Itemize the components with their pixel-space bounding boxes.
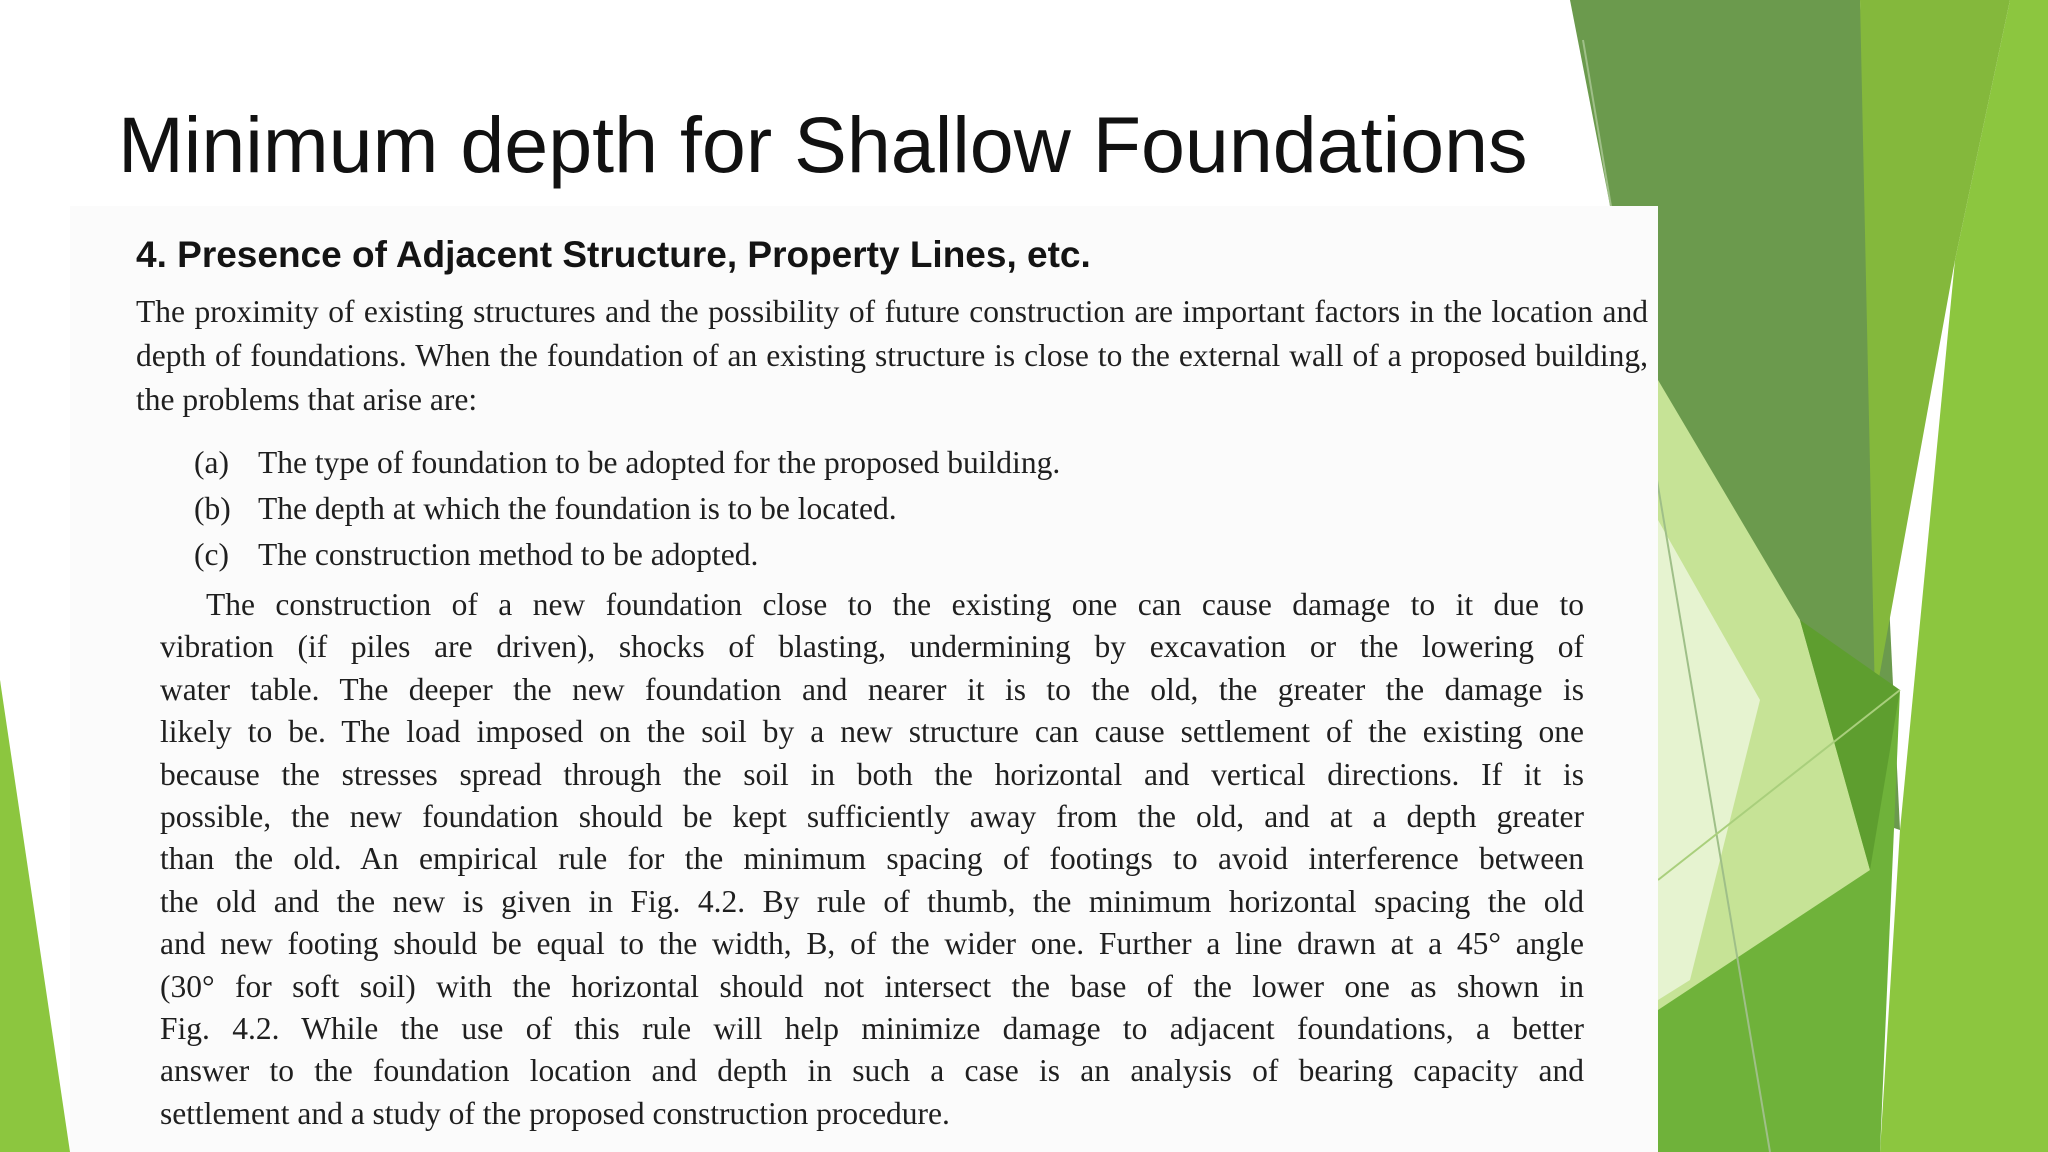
slide-title: Minimum depth for Shallow Foundations xyxy=(118,100,1528,189)
left-facet-bottom xyxy=(0,680,70,1152)
body-line: settlement and a study of the proposed construction procedure. xyxy=(160,1095,950,1131)
list-item-text: The type of foundation to be adopted for the proposed building. xyxy=(258,445,1061,480)
body-line: and new footing should be equal to the width, B, of the wider one. Further a line drawn at a 45° angle xyxy=(160,926,1584,962)
list-item xyxy=(194,532,1658,578)
body-line: because the stresses spread through the soil in both the horizontal and vertical directions. If it is xyxy=(160,756,1584,792)
problem-list xyxy=(194,440,1658,578)
body-line: Fig. 4.2. While the use of this rule will help minimize damage to adjacent foundations, a better xyxy=(160,1011,1584,1047)
list-item xyxy=(194,440,1658,486)
list-item xyxy=(194,486,1658,532)
intro-paragraph: The proximity of existing structures and the possibility of future construction are important factors in the location and depth of foundations. When the foundation of an existing structure is close to the external wall of a proposed building, the problems that arise are: xyxy=(136,294,1648,417)
list-item-letter: (b) xyxy=(194,491,231,526)
body-line: The construction of a new foundation close to the existing one can cause damage to it due to xyxy=(206,587,1584,622)
body-paragraph xyxy=(160,584,1584,1135)
section-heading: 4. Presence of Adjacent Structure, Property Lines, etc. xyxy=(136,234,1091,275)
body-line: vibration (if piles are driven), shocks of blasting, undermining by excavation or the lowering of xyxy=(160,629,1584,665)
list-item-text: The construction method to be adopted. xyxy=(258,537,759,572)
body-line: (30° for soft soil) with the horizontal should not intersect the base of the lower one as shown in xyxy=(160,968,1584,1004)
list-item-text: The depth at which the foundation is to be located. xyxy=(258,491,897,526)
list-item-letter: (a) xyxy=(194,445,229,480)
list-item-letter: (c) xyxy=(194,537,229,572)
scanned-page-excerpt xyxy=(70,206,1658,1152)
body-line: water table. The deeper the new foundation and nearer it is to the old, the greater the damage is xyxy=(160,671,1584,707)
body-line: than the old. An empirical rule for the minimum spacing of footings to avoid interference between xyxy=(160,841,1584,877)
body-line: answer to the foundation location and depth in such a case is an analysis of bearing capacity and xyxy=(160,1053,1584,1089)
body-line: likely to be. The load imposed on the soil by a new structure can cause settlement of the existing one xyxy=(160,714,1584,750)
body-line: possible, the new foundation should be kept sufficiently away from the old, and at a depth greater xyxy=(160,799,1584,835)
body-line: the old and the new is given in Fig. 4.2. By rule of thumb, the minimum horizontal spacing the old xyxy=(160,883,1584,919)
